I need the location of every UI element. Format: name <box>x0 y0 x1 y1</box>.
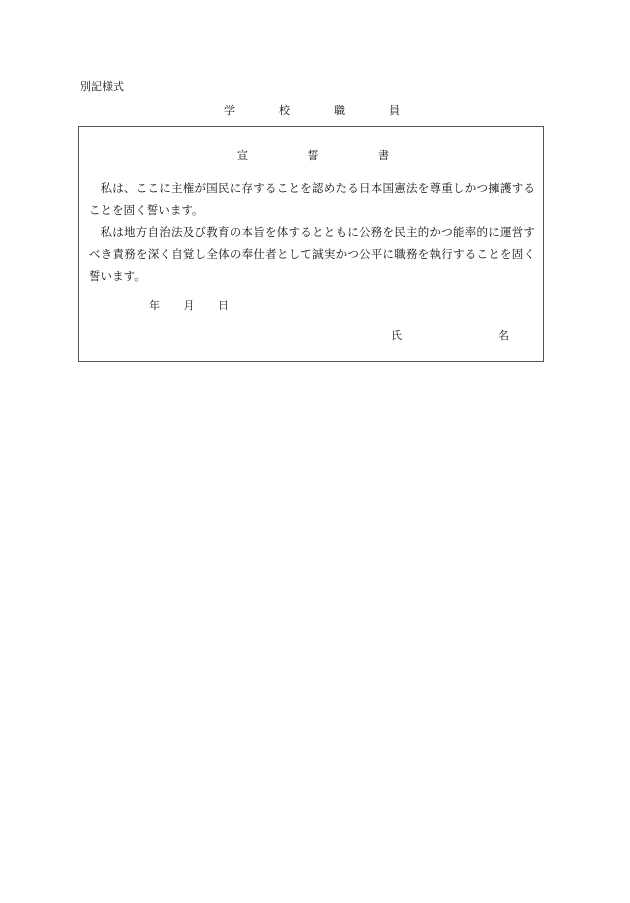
name-label-second: 名 <box>498 329 509 342</box>
document-title-char: 校 <box>279 104 290 117</box>
date-month-label: 月 <box>183 299 195 312</box>
date-line <box>149 299 229 313</box>
oath-title-char: 誓 <box>307 149 319 162</box>
oath-title <box>237 149 389 163</box>
document-title-char: 学 <box>224 104 235 117</box>
document-title <box>224 104 400 118</box>
oath-box <box>78 126 544 362</box>
oath-paragraph-duties: 私は地方自治法及び教育の本旨を体するとともに公務を民主的かつ能率的に運営すべき責務を深く自覚し全体の奉仕者として誠実かつ公平に職務を執行することを固く誓います。 <box>89 225 535 283</box>
document-title-char: 員 <box>389 104 400 117</box>
name-line <box>391 329 509 343</box>
date-day-label: 日 <box>218 299 229 312</box>
document-title-char: 職 <box>334 104 345 117</box>
oath-title-char: 宣 <box>237 149 248 162</box>
form-label: 別記様式 <box>80 80 124 93</box>
oath-title-char: 書 <box>378 149 389 162</box>
oath-paragraph-constitution: 私は、ここに主権が国民に存することを認めたる日本国憲法を尊重しかつ擁護することを固く誓います。 <box>89 181 535 217</box>
name-label-first: 氏 <box>391 329 402 342</box>
date-year-label: 年 <box>149 299 160 312</box>
